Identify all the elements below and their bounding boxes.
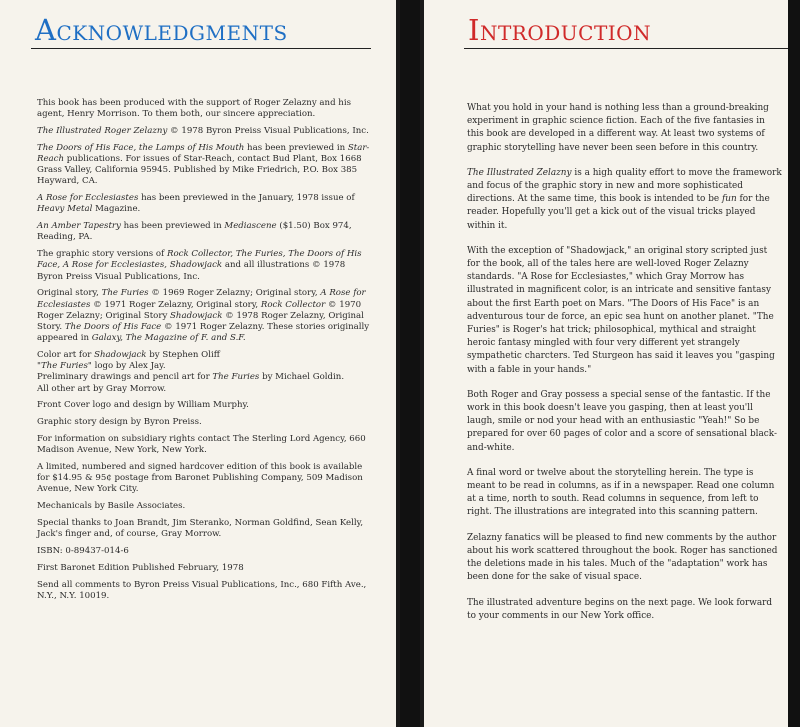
text-run: Zelazny fanatics will be pleased to find new comments by the author about his work scattered throughout the book. Roger has sanctioned the deletions made in his tales. Much of the "adaptation" work has been done for the sake of visual space. xyxy=(467,532,778,583)
text-run: Send all comments to Byron Preiss Visual Publications, Inc., 680 Fifth Ave., N.Y., N.Y. 10019. xyxy=(37,579,367,601)
text-run: for the reader. Hopefully you'll get a kick out of the visual tricks played within it. xyxy=(467,194,770,231)
text-run: This book has been produced with the support of Roger Zelazny and his agent, Henry Morrison. To them both, our sincere appreciation. xyxy=(37,98,351,120)
text-run: has been previewed in xyxy=(244,142,348,153)
acknowledgments-paragraph xyxy=(37,98,372,120)
text-run: Graphic story design by Byron Preiss. xyxy=(37,417,202,428)
text-run: All other art by Gray Morrow. xyxy=(37,383,167,394)
acknowledgments-paragraph xyxy=(37,417,372,428)
introduction-text xyxy=(467,102,782,635)
acknowledgments-paragraph xyxy=(37,462,372,496)
italic-title: Shadowjack xyxy=(170,310,223,321)
text-run: Special thanks to Joan Brandt, Jim Steranko, Norman Goldfind, Sean Kelly, Jack's finger and, of course, Gray Morrow. xyxy=(37,518,364,540)
italic-title: A Rose for Ecclesiastes xyxy=(37,288,366,310)
introduction-paragraph xyxy=(467,597,782,623)
text-run: ($1.50) Box 974, Reading, PA. xyxy=(37,221,352,243)
italic-title: Heavy Metal xyxy=(37,204,93,215)
introduction-paragraph xyxy=(467,389,782,455)
text-run: Mechanicals by Basile Associates. xyxy=(37,501,186,512)
introduction-paragraph xyxy=(467,532,782,585)
text-run: The illustrated adventure begins on the next page. We look forward to your comments in our New York office. xyxy=(467,597,773,621)
acknowledgments-paragraph xyxy=(37,288,372,344)
italic-title: "The Furies" xyxy=(37,361,92,372)
text-run: Original story, xyxy=(37,288,102,299)
acknowledgments-paragraph xyxy=(37,580,372,602)
acknowledgments-paragraph xyxy=(37,350,372,395)
introduction-page xyxy=(420,0,788,727)
italic-title: A Rose for Ecclesiastes xyxy=(37,193,139,204)
introduction-paragraph xyxy=(467,245,782,377)
text-run: Front Cover logo and design by William Murphy. xyxy=(37,400,249,411)
text-run: and all illustrations © 1978 Byron Preiss Visual Publications, Inc. xyxy=(37,260,346,282)
text-run: has been previewed in the January, 1978 issue of xyxy=(138,193,355,204)
italic-title: Mediascene xyxy=(224,221,277,232)
text-run: by Stephen Oliff xyxy=(146,350,220,361)
acknowledgments-paragraph xyxy=(37,221,372,243)
acknowledgments-paragraph xyxy=(37,126,372,137)
italic-title: fun xyxy=(721,194,737,205)
text-run: A limited, numbered and signed hardcover edition of this book is available for $14.95 & 95¢ postage from Baronet Publishing Company, 509 Madison Avenue, New York City. xyxy=(37,462,363,495)
text-run: Color art for xyxy=(37,350,95,361)
text-run: Both Roger and Gray possess a special sense of the fantastic. If the work in this book doesn't leave you gasping, then at least you'll laugh, smile or nod your head with an enthusiastic "Yeah!" So be prepared for over 60 pages of color and a score of sensational black-and-white. xyxy=(467,389,777,453)
acknowledgments-paragraph xyxy=(37,400,372,411)
italic-title: The Doors of His Face, the Lamps of His Mouth xyxy=(37,142,245,153)
heading-rule xyxy=(31,48,371,49)
text-run: The graphic story versions of xyxy=(37,249,168,260)
text-run: For information on subsidiary rights contact The Sterling Lord Agency, 660 Madison Avenue, New York, New York. xyxy=(37,434,366,456)
text-run: Preliminary drawings and pencil art for xyxy=(37,372,213,383)
italic-title: Shadowjack xyxy=(94,350,147,361)
italic-title: The Illustrated Roger Zelazny xyxy=(37,126,168,136)
text-run: ISBN: 0-89437-014-6 xyxy=(37,546,129,557)
italic-title: The Furies xyxy=(212,372,260,383)
text-run: A final word or twelve about the storytelling herein. The type is meant to be read in columns, as if in a newspaper. Read one column at a time, north to south. Read columns in sequence, from left to right. The illustrations are integrated into this scanning pattern. xyxy=(467,467,775,518)
text-run: © 1970 Roger Zelazny; Original Story xyxy=(37,299,362,321)
italic-title: The Furies xyxy=(101,288,149,299)
text-run: has been previewed in xyxy=(120,221,225,232)
introduction-heading: Introduction xyxy=(468,13,652,47)
text-run: What you hold in your hand is nothing less than a ground-breaking experiment in graphic science fiction. Each of the five fantasies in this book are developed in a different way. At least two systems of graphic storytelling have never been seen before in this country. xyxy=(467,103,769,153)
italic-title: The Illustrated Zelazny xyxy=(467,167,572,178)
text-run: © 1978 Byron Preiss Visual Publications, Inc. xyxy=(167,126,369,136)
heading-rule xyxy=(464,48,788,49)
acknowledgments-paragraph xyxy=(37,501,372,512)
text-run: With the exception of "Shadowjack," an original story scripted just for the book, all of the tales here are well-loved Roger Zelazny standards. "A Rose for Ecclesiastes," which Gray Morrow has illustrated in magnificent color, is an intricate and sensitive fantasy about the first Earth poet on Mars. "The Doors of His Face" is an adventurous tour de force, an epic sea hunt on another planet. "The Furies" is Roger's hat trick; philosophical, mythical and straight heroic fantasy mingled with four very different yet strangely sympathetic charcters. Ted Sturgeon has said it leaves you "gasping with a fable in your hands." xyxy=(467,245,775,375)
acknowledgments-heading: Acknowledgments xyxy=(35,13,288,47)
acknowledgments-text xyxy=(37,98,372,608)
introduction-paragraph xyxy=(467,167,782,233)
acknowledgments-paragraph xyxy=(37,546,372,557)
acknowledgments-paragraph xyxy=(37,249,372,283)
acknowledgments-paragraph xyxy=(37,193,372,215)
introduction-paragraph xyxy=(467,467,782,520)
italic-title: Rock Collector xyxy=(260,299,326,310)
text-run: is a high quality effort to move the framework and focus of the graphic story in new and more sophisticated directions. At the same time, this book is intended to be xyxy=(467,167,782,205)
introduction-paragraph xyxy=(467,102,782,155)
text-run: First Baronet Edition Published February, 1978 xyxy=(37,562,244,573)
acknowledgments-paragraph xyxy=(37,518,372,540)
acknowledgments-paragraph xyxy=(37,143,372,188)
italic-title: Galaxy, The Magazine of F. and S.F. xyxy=(91,333,246,344)
italic-title: Rock Collector, The Furies, The Doors of His Face, A Rose for Ecclesiastes, Shadowjack xyxy=(37,249,362,271)
text-run: © 1978 Roger Zelazny, Original Story. xyxy=(37,310,364,333)
acknowledgments-paragraph xyxy=(37,563,372,574)
acknowledgments-paragraph xyxy=(37,434,372,456)
text-run: © 1971 Roger Zelazny, Original story, xyxy=(90,299,261,310)
text-run: logo by Alex Jay. xyxy=(91,361,166,372)
text-run: Magazine. xyxy=(92,204,141,215)
italic-title: The Doors of His Face xyxy=(64,322,162,333)
italic-title: An Amber Tapestry xyxy=(37,221,121,232)
italic-title: Star-Reach xyxy=(37,142,370,164)
text-run: by Michael Goldin. xyxy=(259,372,345,383)
text-run: publications. For issues of Star-Reach, contact Bud Plant, Box 1668 Grass Valley, California 95945. Published by Mike Friedrich, P.O. Box 385 Hayward, CA. xyxy=(37,154,362,187)
text-run: © 1969 Roger Zelazny; Original story, xyxy=(148,288,321,299)
text-run: © 1971 Roger Zelazny. These stories originally appeared in xyxy=(37,322,370,344)
